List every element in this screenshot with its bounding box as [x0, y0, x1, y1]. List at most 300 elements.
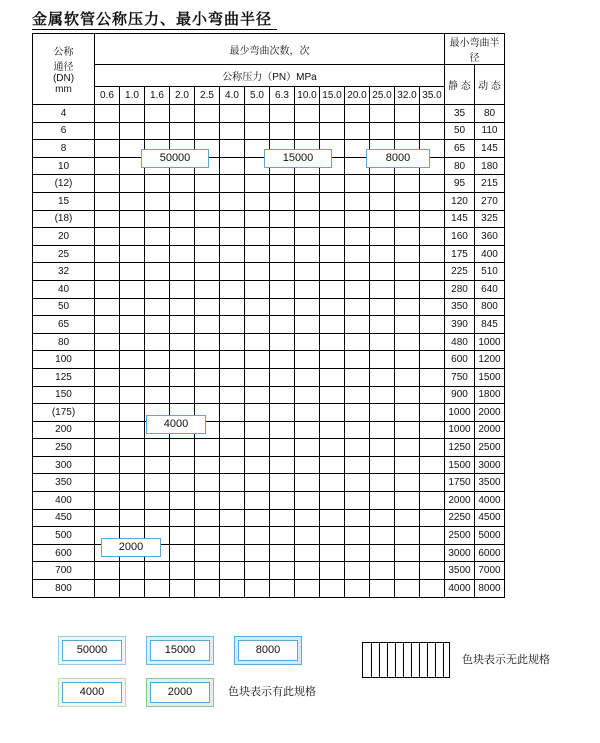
grid-cell	[345, 562, 370, 580]
grid-cell	[320, 351, 345, 369]
pressure-header-0: 0.6	[95, 87, 120, 105]
grid-cell	[420, 456, 445, 474]
grid-cell	[295, 245, 320, 263]
pressure-header-8: 10.0	[295, 87, 320, 105]
grid-cell	[345, 175, 370, 193]
legend-label-15000: 15000	[150, 640, 210, 661]
grid-cell	[95, 333, 120, 351]
grid-cell	[95, 509, 120, 527]
grid-cell	[170, 122, 195, 140]
grid-cell	[170, 386, 195, 404]
grid-cell	[220, 157, 245, 175]
grid-cell	[370, 298, 395, 316]
grid-cell	[370, 263, 395, 281]
pressure-header-2: 1.6	[145, 87, 170, 105]
grid-cell	[145, 562, 170, 580]
radius-static-value: 1750	[445, 474, 475, 492]
grid-cell	[370, 333, 395, 351]
grid-cell	[295, 509, 320, 527]
grid-cell	[320, 404, 345, 422]
grid-cell	[295, 298, 320, 316]
grid-cell	[170, 351, 195, 369]
grid-cell	[95, 280, 120, 298]
grid-cell	[345, 439, 370, 457]
grid-cell	[170, 192, 195, 210]
grid-cell	[420, 544, 445, 562]
radius-dynamic-value: 510	[475, 263, 505, 281]
grid-cell	[145, 298, 170, 316]
pressure-header-9: 15.0	[320, 87, 345, 105]
grid-cell	[395, 474, 420, 492]
grid-cell	[270, 421, 295, 439]
legend-label-50000: 50000	[62, 640, 122, 661]
grid-cell	[370, 316, 395, 334]
grid-cell	[95, 157, 120, 175]
inline-value-box: 8000	[366, 149, 430, 168]
grid-cell	[220, 456, 245, 474]
grid-cell	[295, 280, 320, 298]
dn-value: 40	[33, 280, 95, 298]
grid-cell	[345, 368, 370, 386]
grid-cell	[370, 562, 395, 580]
grid-cell	[395, 527, 420, 545]
radius-dynamic-value: 6000	[475, 544, 505, 562]
grid-cell	[245, 527, 270, 545]
hatch-line	[403, 643, 404, 677]
grid-cell	[120, 105, 145, 123]
grid-cell	[220, 474, 245, 492]
grid-cell	[170, 228, 195, 246]
grid-cell	[395, 192, 420, 210]
grid-cell	[120, 192, 145, 210]
grid-cell	[120, 386, 145, 404]
grid-cell	[420, 509, 445, 527]
grid-cell	[370, 421, 395, 439]
grid-cell	[270, 280, 295, 298]
radius-dynamic-value: 7000	[475, 562, 505, 580]
grid-cell	[345, 544, 370, 562]
grid-cell	[145, 228, 170, 246]
radius-dynamic-value: 640	[475, 280, 505, 298]
grid-cell	[120, 421, 145, 439]
legend-note-none: 色块表示无此规格	[462, 654, 550, 666]
grid-cell	[270, 509, 295, 527]
grid-cell	[370, 439, 395, 457]
grid-cell	[370, 456, 395, 474]
pressure-header-11: 25.0	[370, 87, 395, 105]
radius-dynamic-value: 1500	[475, 368, 505, 386]
grid-cell	[95, 105, 120, 123]
hatch-line	[443, 643, 444, 677]
radius-dynamic-value: 3000	[475, 456, 505, 474]
grid-cell	[320, 386, 345, 404]
grid-cell	[120, 562, 145, 580]
table-row	[33, 298, 505, 316]
grid-cell	[295, 544, 320, 562]
grid-cell	[120, 439, 145, 457]
grid-cell	[320, 562, 345, 580]
table-row	[33, 474, 505, 492]
grid-cell	[170, 280, 195, 298]
radius-dynamic-header: 动 态	[475, 65, 505, 105]
legend-hatch-swatch	[362, 642, 450, 678]
grid-cell	[220, 298, 245, 316]
grid-cell	[195, 527, 220, 545]
grid-cell	[320, 105, 345, 123]
radius-dynamic-value: 215	[475, 175, 505, 193]
grid-cell	[345, 474, 370, 492]
grid-cell	[395, 105, 420, 123]
grid-cell	[345, 105, 370, 123]
grid-cell	[195, 439, 220, 457]
grid-cell	[195, 544, 220, 562]
grid-cell	[420, 175, 445, 193]
grid-cell	[145, 492, 170, 510]
grid-cell	[270, 386, 295, 404]
radius-static-value: 1000	[445, 404, 475, 422]
grid-cell	[170, 456, 195, 474]
grid-cell	[95, 439, 120, 457]
grid-cell	[370, 105, 395, 123]
grid-cell	[195, 386, 220, 404]
grid-cell	[145, 386, 170, 404]
grid-cell	[120, 263, 145, 281]
grid-cell	[120, 280, 145, 298]
grid-cell	[145, 122, 170, 140]
legend	[32, 636, 568, 714]
grid-cell	[170, 544, 195, 562]
dn-header-line-2: 通径	[53, 62, 74, 73]
grid-cell	[345, 122, 370, 140]
grid-cell	[245, 474, 270, 492]
grid-cell	[320, 175, 345, 193]
grid-cell	[170, 263, 195, 281]
grid-cell	[145, 368, 170, 386]
grid-cell	[95, 421, 120, 439]
grid-cell	[320, 280, 345, 298]
dn-value: 150	[33, 386, 95, 404]
grid-cell	[295, 122, 320, 140]
table-row	[33, 210, 505, 228]
radius-static-value: 2250	[445, 509, 475, 527]
grid-cell	[320, 544, 345, 562]
grid-cell	[270, 245, 295, 263]
dn-value: 65	[33, 316, 95, 334]
grid-cell	[145, 439, 170, 457]
radius-static-value: 120	[445, 192, 475, 210]
grid-cell	[370, 192, 395, 210]
grid-cell	[195, 509, 220, 527]
grid-cell	[245, 122, 270, 140]
grid-cell	[395, 122, 420, 140]
grid-cell	[395, 492, 420, 510]
table-row	[33, 509, 505, 527]
table-row	[33, 245, 505, 263]
grid-cell	[220, 562, 245, 580]
radius-dynamic-value: 2000	[475, 421, 505, 439]
grid-cell	[420, 421, 445, 439]
grid-cell	[245, 544, 270, 562]
grid-cell	[120, 175, 145, 193]
grid-cell	[345, 192, 370, 210]
grid-cell	[220, 509, 245, 527]
grid-cell	[420, 368, 445, 386]
grid-cell	[170, 509, 195, 527]
grid-cell	[245, 439, 270, 457]
grid-cell	[345, 421, 370, 439]
grid-cell	[220, 544, 245, 562]
grid-cell	[95, 386, 120, 404]
grid-cell	[245, 298, 270, 316]
grid-cell	[395, 333, 420, 351]
dn-value: 10	[33, 157, 95, 175]
dn-header-line-1: 公称	[53, 47, 74, 58]
grid-cell	[195, 228, 220, 246]
table-row	[33, 122, 505, 140]
grid-cell	[220, 105, 245, 123]
grid-cell	[120, 580, 145, 598]
legend-label-8000: 8000	[238, 640, 298, 661]
grid-cell	[370, 404, 395, 422]
grid-cell	[420, 263, 445, 281]
grid-cell	[345, 263, 370, 281]
grid-cell	[170, 474, 195, 492]
grid-cell	[170, 580, 195, 598]
pressure-header-10: 20.0	[345, 87, 370, 105]
grid-cell	[295, 580, 320, 598]
grid-cell	[395, 439, 420, 457]
grid-cell	[345, 386, 370, 404]
grid-cell	[220, 210, 245, 228]
grid-cell	[270, 175, 295, 193]
grid-cell	[170, 562, 195, 580]
grid-cell	[195, 245, 220, 263]
grid-cell	[195, 456, 220, 474]
grid-cell	[320, 492, 345, 510]
grid-cell	[245, 333, 270, 351]
grid-cell	[195, 316, 220, 334]
grid-cell	[220, 404, 245, 422]
legend-note-have: 色块表示有此规格	[228, 686, 316, 698]
hatch-line	[419, 643, 420, 677]
grid-cell	[220, 439, 245, 457]
dn-value: 500	[33, 527, 95, 545]
table-row	[33, 351, 505, 369]
table-row	[33, 228, 505, 246]
dn-value: 32	[33, 263, 95, 281]
radius-static-value: 2000	[445, 492, 475, 510]
hatch-line	[435, 643, 436, 677]
grid-cell	[95, 351, 120, 369]
radius-static-value: 80	[445, 157, 475, 175]
grid-cell	[145, 105, 170, 123]
dn-value: 4	[33, 105, 95, 123]
dn-value: (12)	[33, 175, 95, 193]
radius-static-value: 280	[445, 280, 475, 298]
grid-cell	[345, 527, 370, 545]
grid-cell	[95, 175, 120, 193]
grid-cell	[145, 263, 170, 281]
grid-cell	[420, 192, 445, 210]
grid-cell	[95, 140, 120, 158]
radius-static-value: 50	[445, 122, 475, 140]
grid-cell	[195, 263, 220, 281]
grid-cell	[120, 368, 145, 386]
dn-header-cell	[33, 34, 95, 105]
table-row	[33, 263, 505, 281]
grid-cell	[320, 122, 345, 140]
table-row	[33, 333, 505, 351]
grid-cell	[395, 421, 420, 439]
radius-dynamic-value: 325	[475, 210, 505, 228]
grid-cell	[270, 192, 295, 210]
grid-cell	[295, 474, 320, 492]
dn-value: 20	[33, 228, 95, 246]
grid-cell	[95, 192, 120, 210]
grid-cell	[95, 316, 120, 334]
grid-cell	[395, 509, 420, 527]
grid-cell	[395, 456, 420, 474]
grid-cell	[270, 580, 295, 598]
grid-cell	[345, 333, 370, 351]
radius-dynamic-value: 270	[475, 192, 505, 210]
grid-cell	[95, 298, 120, 316]
grid-cell	[245, 210, 270, 228]
grid-cell	[95, 245, 120, 263]
pressure-header-12: 32.0	[395, 87, 420, 105]
radius-dynamic-value: 110	[475, 122, 505, 140]
dn-value: 400	[33, 492, 95, 510]
dn-value: 6	[33, 122, 95, 140]
grid-cell	[220, 192, 245, 210]
grid-cell	[120, 210, 145, 228]
grid-cell	[295, 456, 320, 474]
grid-cell	[170, 105, 195, 123]
grid-cell	[295, 263, 320, 281]
radius-static-value: 2500	[445, 527, 475, 545]
dn-value: 300	[33, 456, 95, 474]
grid-cell	[195, 368, 220, 386]
grid-cell	[95, 368, 120, 386]
dn-value: 250	[33, 439, 95, 457]
grid-cell	[270, 562, 295, 580]
grid-cell	[395, 404, 420, 422]
grid-cell	[420, 280, 445, 298]
grid-cell	[420, 439, 445, 457]
table-row	[33, 105, 505, 123]
grid-cell	[95, 404, 120, 422]
radius-dynamic-value: 145	[475, 140, 505, 158]
radius-static-value: 350	[445, 298, 475, 316]
grid-cell	[270, 351, 295, 369]
grid-cell	[220, 492, 245, 510]
grid-cell	[395, 562, 420, 580]
radius-static-value: 160	[445, 228, 475, 246]
grid-cell	[395, 580, 420, 598]
grid-cell	[320, 263, 345, 281]
legend-swatch-15000	[146, 636, 214, 665]
grid-cell	[145, 245, 170, 263]
grid-cell	[220, 140, 245, 158]
dn-value: 125	[33, 368, 95, 386]
radius-static-value: 600	[445, 351, 475, 369]
grid-cell	[295, 439, 320, 457]
table-row	[33, 492, 505, 510]
grid-cell	[220, 580, 245, 598]
grid-cell	[395, 544, 420, 562]
page-title: 金属软管公称压力、最小弯曲半径	[32, 10, 273, 28]
hatch-line	[379, 643, 380, 677]
dn-value: 25	[33, 245, 95, 263]
grid-cell	[395, 175, 420, 193]
grid-cell	[395, 386, 420, 404]
grid-cell	[295, 492, 320, 510]
grid-cell	[195, 492, 220, 510]
grid-cell	[270, 298, 295, 316]
grid-cell	[370, 245, 395, 263]
grid-cell	[220, 263, 245, 281]
grid-cell	[295, 386, 320, 404]
grid-cell	[95, 562, 120, 580]
bend-times-header: 最少弯曲次数，次	[95, 34, 445, 65]
grid-cell	[245, 192, 270, 210]
pressure-header-7: 6.3	[270, 87, 295, 105]
grid-cell	[270, 492, 295, 510]
grid-cell	[145, 280, 170, 298]
grid-cell	[270, 474, 295, 492]
radius-static-value: 1000	[445, 421, 475, 439]
grid-cell	[220, 333, 245, 351]
grid-cell	[120, 228, 145, 246]
grid-cell	[270, 105, 295, 123]
pressure-header-3: 2.0	[170, 87, 195, 105]
grid-cell	[395, 316, 420, 334]
dn-header-line-4: mm	[55, 84, 72, 95]
grid-cell	[220, 386, 245, 404]
grid-cell	[95, 210, 120, 228]
table-row	[33, 580, 505, 598]
grid-cell	[120, 492, 145, 510]
grid-cell	[370, 175, 395, 193]
grid-cell	[195, 280, 220, 298]
grid-cell	[295, 316, 320, 334]
dn-value: 450	[33, 509, 95, 527]
radius-static-value: 95	[445, 175, 475, 193]
radius-static-value: 145	[445, 210, 475, 228]
grid-cell	[270, 333, 295, 351]
dn-value: 15	[33, 192, 95, 210]
legend-swatch-8000	[234, 636, 302, 665]
grid-cell	[345, 351, 370, 369]
dn-value: 350	[33, 474, 95, 492]
grid-cell	[220, 527, 245, 545]
grid-cell	[170, 368, 195, 386]
grid-cell	[345, 509, 370, 527]
grid-cell	[320, 527, 345, 545]
grid-cell	[420, 316, 445, 334]
grid-cell	[420, 333, 445, 351]
dn-value: (18)	[33, 210, 95, 228]
grid-cell	[420, 351, 445, 369]
grid-cell	[370, 228, 395, 246]
radius-dynamic-value: 3500	[475, 474, 505, 492]
header-row-1	[33, 34, 505, 65]
table-row	[33, 175, 505, 193]
grid-cell	[295, 105, 320, 123]
radius-dynamic-value: 8000	[475, 580, 505, 598]
grid-cell	[120, 316, 145, 334]
grid-cell	[245, 562, 270, 580]
